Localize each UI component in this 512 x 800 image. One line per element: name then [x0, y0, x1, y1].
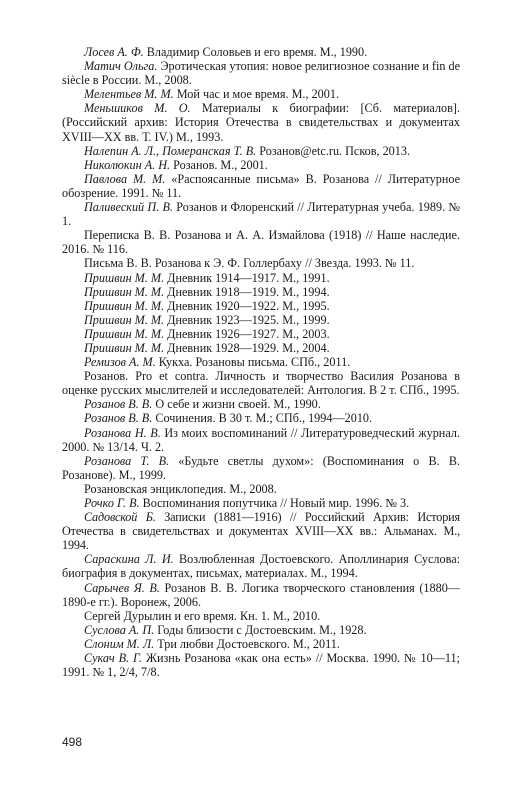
bib-author: Сараскина Л. И.: [84, 552, 174, 567]
bib-entry: [62, 581, 460, 609]
bib-entry: [62, 87, 460, 101]
bib-author: Николюкин А. Н.: [84, 157, 171, 172]
bib-text: Дневник 1918—1919. М., 1994.: [164, 284, 330, 299]
bib-text: Письма В. В. Розанова к Э. Ф. Голлербаху // Звезда. 1993. № 11.: [84, 256, 415, 271]
bib-entry: [62, 313, 460, 327]
bib-author: Матич Ольга.: [84, 59, 158, 74]
bib-entry: [62, 285, 460, 299]
bib-entry: [62, 510, 460, 552]
bib-entry: [62, 256, 460, 270]
bib-entry: [62, 341, 460, 355]
bib-entry: [62, 327, 460, 341]
bib-text: Материалы к биографии: [Сб. материалов]. (Российский архив: История Отечества в свидетельствах и документах XVIII—XX вв. Т. IV.) М., 1993.: [62, 101, 460, 144]
page-number: 498: [62, 735, 83, 749]
bib-author: Сукач В. Г.: [84, 651, 143, 666]
bib-entry: [62, 101, 460, 143]
bib-entry: [62, 271, 460, 285]
bib-author: Розанова Т. В.: [84, 453, 170, 468]
bib-author: Паливеский П. В.: [84, 200, 173, 215]
bib-text: Воспоминания попутчика // Новый мир. 1996. № 3.: [139, 496, 410, 510]
bib-author: Пришвин М. М.: [84, 326, 165, 341]
bib-text: Годы близости с Достоевским. М., 1928.: [154, 622, 367, 637]
bib-text: Эротическая утопия: новое религиозное сознание и fin de siècle в России. М., 2008.: [62, 59, 460, 88]
bib-entry: [62, 651, 460, 679]
bib-author: Пришвин М. М.: [84, 298, 165, 313]
bib-entry: [62, 482, 460, 496]
bib-author: Ремизов А. М.: [84, 355, 156, 370]
bib-entry: [62, 158, 460, 172]
bib-entry: [62, 200, 460, 228]
bib-text: Три любви Достоевского. М., 2011.: [154, 636, 340, 651]
bib-entry: [62, 623, 460, 637]
bib-author: Налепин А. Л., Померанская Т. В.: [84, 143, 257, 158]
bib-author: Пришвин М. М.: [84, 312, 165, 327]
bib-author: Розанова Н. В.: [84, 425, 161, 440]
bib-author: Пришвин М. М.: [84, 270, 165, 285]
bibliography-list: [62, 45, 460, 679]
bib-entry: [62, 144, 460, 158]
bib-author: Пришвин М. М.: [84, 340, 165, 355]
bib-text: Розанов. М., 2001.: [170, 157, 268, 172]
bib-text: О себе и жизни своей. М., 1990.: [152, 397, 321, 412]
bib-entry: [62, 299, 460, 313]
bib-text: Мой час и мое время. М., 2001.: [173, 87, 339, 102]
bib-text: Из моих воспоминаний // Литературоведческий журнал. 2000. № 13/14. Ч. 2.: [62, 425, 460, 454]
bib-entry: [62, 411, 460, 425]
bib-entry: [62, 637, 460, 651]
bib-text: Жизнь Розанова «как она есть» // Москва. 1990. № 10—11; 1991. № 1, 2/4, 7/8.: [62, 651, 460, 680]
bib-entry: [62, 59, 460, 87]
bib-entry: [62, 609, 460, 623]
bib-author: Розанов В. В.: [84, 397, 153, 412]
bib-author: Рочко Г. В.: [84, 496, 140, 510]
bib-author: Суслова А. П.: [84, 622, 155, 637]
bib-entry: [62, 369, 460, 397]
bib-entry: [62, 45, 460, 59]
bib-text: Кукха. Розановы письма. СПб., 2011.: [155, 355, 351, 370]
bib-author: Садовской Б.: [84, 510, 156, 525]
bib-text: Розанов. Pro et contra. Личность и творчество Василия Розанова в оценке русских мыслителей и исследователей: Антология. В 2 т. СПб., 1995.: [62, 369, 460, 398]
bib-author: Павлова М. М.: [84, 171, 166, 186]
bib-text: «Распоясанные письма» В. Розанова // Литературное обозрение. 1991. № 11.: [62, 171, 460, 200]
bib-entry: [62, 426, 460, 454]
bib-text: Дневник 1923—1925. М., 1999.: [164, 312, 330, 327]
bib-author: Пришвин М. М.: [84, 284, 165, 299]
bib-entry: [62, 228, 460, 256]
bib-text: Дневник 1914—1917. М., 1991.: [164, 270, 330, 285]
bib-text: Розановская энциклопедия. М., 2008.: [84, 481, 277, 496]
bib-text: Сергей Дурылин и его время. Кн. 1. М., 2010.: [84, 608, 321, 623]
bib-author: Слоним М. Л.: [84, 636, 155, 651]
bib-text: Розанов и Флоренский // Литературная учеба. 1989. № 1.: [62, 200, 460, 229]
bib-text: Владимир Соловьев и его время. М., 1990.: [143, 45, 368, 59]
bib-text: Сочинения. В 30 т. М.; СПб., 1994—2010.: [152, 411, 373, 426]
bib-entry: [62, 552, 460, 580]
bib-text: Возлюбленная Достоевского. Аполлинария Суслова: биография в документах, письмах, материалах. М., 1994.: [62, 552, 460, 581]
bib-text: «Будьте светлы духом»: (Воспоминания о В. В. Розанове). М., 1999.: [62, 453, 460, 482]
bib-entry: [62, 397, 460, 411]
bib-entry: [62, 454, 460, 482]
bib-text: Розанов В. В. Логика творческого становления (1880—1890-е гг.). Воронеж, 2006.: [62, 580, 460, 609]
bib-entry: [62, 496, 460, 510]
bib-text: Переписка В. В. Розанова и А. А. Измайлова (1918) // Наше наследие. 2016. № 116.: [62, 228, 460, 257]
bib-text: Розанов@etc.ru. Псков, 2013.: [256, 143, 411, 158]
bib-author: Лосев А. Ф.: [84, 45, 144, 59]
bib-text: Дневник 1920—1922. М., 1995.: [164, 298, 330, 313]
bib-text: Дневник 1928—1929. М., 2004.: [164, 340, 330, 355]
bib-author: Меньшиков М. О.: [84, 101, 191, 116]
bib-author: Сарычев Я. В.: [84, 580, 160, 595]
bib-entry: [62, 172, 460, 200]
bib-text: Дневник 1926—1927. М., 2003.: [164, 326, 330, 341]
bib-entry: [62, 355, 460, 369]
bib-author: Розанов В. В.: [84, 411, 153, 426]
bib-author: Мелентьев М. М.: [84, 87, 174, 102]
bib-text: Записки (1881—1916) // Российский Архив: История Отечества в свидетельствах и документах XVIII—XX вв.: Альманах. М., 1994.: [62, 510, 460, 553]
